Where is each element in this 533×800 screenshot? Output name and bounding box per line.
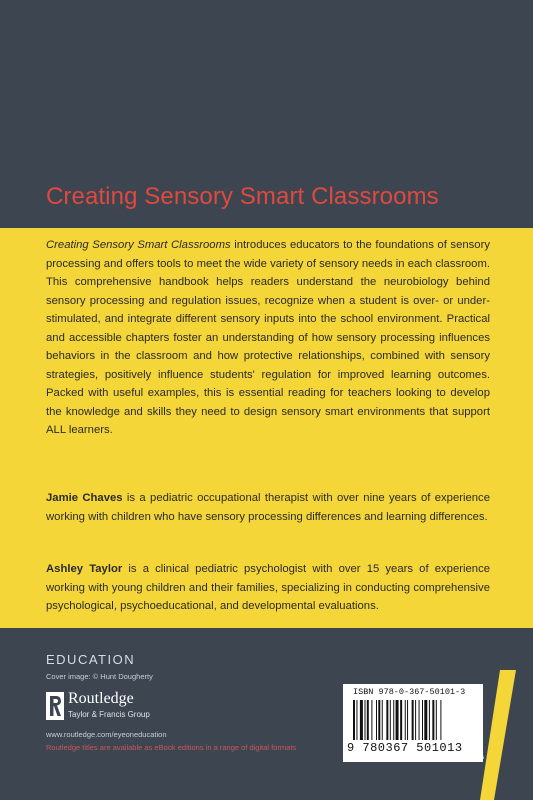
- barcode-bar: [419, 700, 420, 740]
- barcode-bar: [400, 700, 402, 740]
- barcode-bar: [412, 700, 414, 740]
- barcode-bar: [353, 700, 355, 740]
- publisher-name: Routledge: [68, 690, 134, 707]
- barcode-bar: [356, 700, 357, 740]
- cover-credit: Cover image: © Hunt Dougherty: [46, 672, 153, 681]
- author-bio-text-1: is a pediatric occupational therapist with over nine years of experience working with children who have sensory processing differences and learning differences.: [46, 492, 490, 523]
- category-label: EDUCATION: [46, 652, 136, 667]
- barcode-bar: [424, 700, 427, 740]
- barcode-bar: [436, 700, 437, 740]
- barcode-bar: [440, 700, 441, 740]
- description-title: Creating Sensory Smart Classrooms: [46, 239, 231, 251]
- book-title: Creating Sensory Smart Classrooms: [46, 183, 439, 210]
- barcode-bars: [353, 700, 473, 740]
- barcode-bar: [393, 700, 394, 740]
- barcode-bar: [382, 700, 383, 740]
- barcode-bar: [365, 700, 366, 740]
- description-text: introduces educators to the foundations of sensory processing and offers tools to meet the wide variety of sensory needs in each classroom. This comprehensive handbook helps readers understand the neurobiology behind sensory processing and regulation issues, recognize when a student is over- or under-stimulated, and integrate different sensory inputs into the school environment. Practical and accessible chapters foster an understanding of how sensory processing influences behaviors in the classroom and how protective relationships, combined with sensory strategies, positively influence students' regulation for improved learning outcomes. Packed with useful examples, this is essential reading for teachers looking to develop the knowledge and skills they need to design sensory smart environments that support ALL learners.: [46, 239, 490, 436]
- ebook-note: Routledge titles are available as eBook editions in a range of digital formats: [46, 743, 297, 752]
- barcode-bar: [360, 700, 363, 740]
- barcode-bar: [429, 700, 430, 740]
- decorative-stripe: [480, 670, 533, 800]
- barcode-bar: [376, 700, 377, 740]
- barcode-bar: [422, 700, 423, 740]
- author-bio-1: [46, 489, 490, 526]
- book-description: [46, 236, 490, 440]
- informa-label: an informa business: [426, 754, 485, 761]
- isbn-label: ISBN 978-0-367-50101-3: [353, 687, 466, 697]
- barcode-bar: [371, 700, 372, 740]
- author-bio-text-2: is a clinical pediatric psychologist with over 15 years of experience working with young children and their families, specializing in conducting comprehensive psychological, psychoeducational, and developmental evaluations.: [46, 563, 490, 612]
- publisher-subtitle: Taylor & Francis Group: [68, 710, 150, 719]
- barcode-bar: [390, 700, 391, 740]
- publisher-url: www.routledge.com/eyeoneducation: [46, 730, 167, 739]
- author-name-1: Jamie Chaves: [46, 492, 123, 504]
- barcode-bar: [386, 700, 388, 740]
- barcode-bar: [378, 700, 380, 740]
- author-bio-2: [46, 560, 490, 616]
- barcode-bar: [405, 700, 406, 740]
- routledge-logo-icon: [46, 692, 64, 720]
- barcode-bar: [415, 700, 416, 740]
- barcode-bar: [407, 700, 408, 740]
- author-name-2: Ashley Taylor: [46, 563, 123, 575]
- barcode-bar: [396, 700, 399, 740]
- ean-number: 9 780367 501013: [347, 741, 463, 755]
- barcode-bar: [432, 700, 434, 740]
- barcode-bar: [367, 700, 369, 740]
